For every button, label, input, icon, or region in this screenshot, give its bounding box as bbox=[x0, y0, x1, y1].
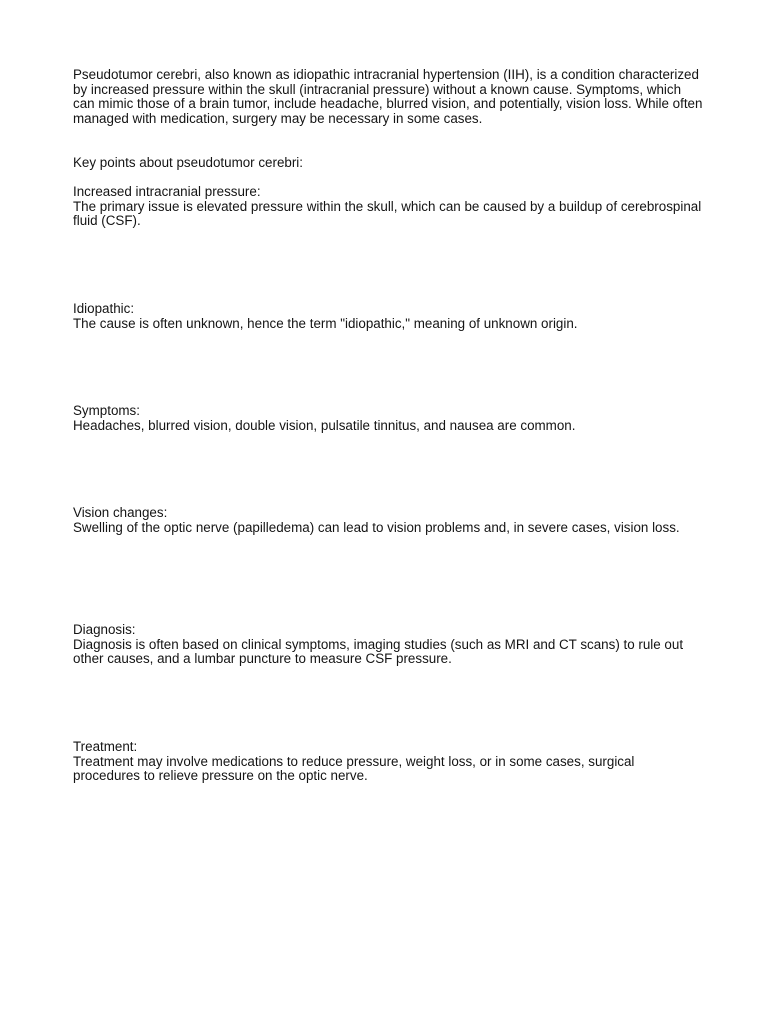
section-vision-changes bbox=[73, 506, 703, 535]
section-body: Treatment may involve medications to reduce pressure, weight loss, or in some cases, surgical procedures to relieve pressure on the optic nerve. bbox=[73, 753, 635, 784]
section-symptoms bbox=[73, 404, 703, 433]
intro-paragraph bbox=[73, 68, 703, 126]
section-treatment bbox=[73, 740, 703, 784]
key-points-heading-text: Key points about pseudotumor cerebri: bbox=[73, 155, 304, 170]
section-title: Treatment: bbox=[73, 739, 138, 754]
section-title: Symptoms: bbox=[73, 403, 140, 418]
section-body: Diagnosis is often based on clinical symptoms, imaging studies (such as MRI and CT scans) to rule out other causes, and a lumbar puncture to measure CSF pressure. bbox=[73, 636, 684, 667]
section-body: Swelling of the optic nerve (papilledema) can lead to vision problems and, in severe cases, vision loss. bbox=[73, 519, 680, 535]
section-body: Headaches, blurred vision, double vision, pulsatile tinnitus, and nausea are common. bbox=[73, 417, 576, 433]
section-body: The cause is often unknown, hence the term "idiopathic," meaning of unknown origin. bbox=[73, 315, 578, 331]
section-increased-pressure bbox=[73, 185, 703, 229]
section-body: The primary issue is elevated pressure within the skull, which can be caused by a buildup of cerebrospinal fluid (CSF). bbox=[73, 198, 702, 229]
section-diagnosis bbox=[73, 623, 703, 667]
key-points-heading bbox=[73, 156, 703, 171]
section-idiopathic bbox=[73, 302, 703, 331]
section-title: Diagnosis: bbox=[73, 622, 136, 637]
section-title: Increased intracranial pressure: bbox=[73, 184, 261, 199]
section-title: Idiopathic: bbox=[73, 301, 135, 316]
section-title: Vision changes: bbox=[73, 505, 168, 520]
intro-text: Pseudotumor cerebri, also known as idiopathic intracranial hypertension (IIH), is a condition characterized by increased pressure within the skull (intracranial pressure) without a known cause. Symptoms, which can mimic those of a brain tumor, include headache, blurred vision, and potentially, vision loss. While often managed with medication, surgery may be necessary in some cases. bbox=[73, 67, 703, 126]
